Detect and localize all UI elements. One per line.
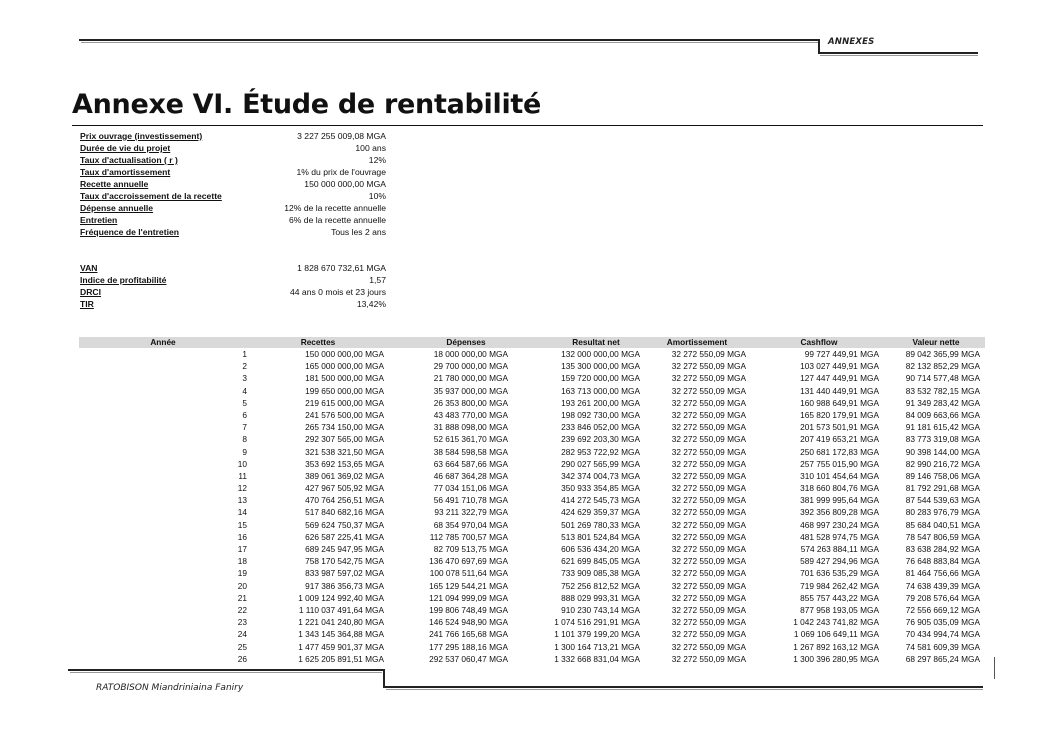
- table-cell: 26 353 800,00 MGA: [433, 397, 508, 408]
- indicator-value: 44 ans 0 mois et 23 jours: [289, 287, 386, 297]
- table-cell: 1 110 037 491,64 MGA: [298, 604, 384, 615]
- table-cell: 389 061 369,02 MGA: [305, 470, 384, 481]
- parameter-value: 12%: [368, 155, 386, 165]
- table-row: [79, 654, 985, 666]
- table-cell: 1 267 892 163,12 MGA: [793, 641, 879, 652]
- page-edge-mark: [994, 657, 995, 679]
- table-cell: 290 027 565,99 MGA: [561, 458, 640, 469]
- column-header: Année: [150, 337, 176, 347]
- page-title: Annexe VI. Étude de rentabilité: [72, 89, 542, 120]
- table-cell: 165 129 544,21 MGA: [429, 580, 508, 591]
- table-cell: 32 272 550,09 MGA: [671, 397, 746, 408]
- table-cell: 82 990 216,72 MGA: [905, 458, 980, 469]
- table-cell: 626 587 225,41 MGA: [305, 531, 384, 542]
- parameter-value: Tous les 2 ans: [331, 227, 386, 237]
- parameter-row: [80, 215, 390, 227]
- table-cell: 353 692 153,65 MGA: [305, 458, 384, 469]
- table-cell: 719 984 262,42 MGA: [800, 580, 879, 591]
- parameter-row: [80, 203, 390, 215]
- table-cell: 121 094 999,09 MGA: [429, 592, 508, 603]
- table-row: [79, 386, 985, 398]
- parameter-label: Taux d'accroissement de la recette: [80, 191, 222, 201]
- table-cell: 2: [242, 361, 247, 372]
- parameter-row: [80, 179, 390, 191]
- table-cell: 14: [237, 507, 247, 518]
- table-cell: 32 272 550,09 MGA: [671, 470, 746, 481]
- table-cell: 29 700 000,00 MGA: [433, 361, 508, 372]
- table-cell: 219 615 000,00 MGA: [305, 397, 384, 408]
- table-row: [79, 495, 985, 507]
- table-cell: 52 615 361,70 MGA: [433, 434, 508, 445]
- table-cell: 81 792 291,68 MGA: [905, 483, 980, 494]
- table-cell: 19: [237, 568, 247, 579]
- table-cell: 11: [238, 470, 247, 481]
- table-cell: 32 272 550,09 MGA: [671, 422, 746, 433]
- table-cell: 56 491 710,78 MGA: [433, 495, 508, 506]
- column-header: Resultat net: [572, 337, 620, 347]
- header-rule-right-shadow: [820, 55, 978, 56]
- table-cell: 606 536 434,20 MGA: [561, 544, 640, 554]
- table-cell: 22: [237, 604, 247, 615]
- table-cell: 81 464 756,66 MGA: [905, 568, 980, 579]
- table-cell: 146 524 948,90 MGA: [429, 617, 508, 628]
- table-cell: 513 801 524,84 MGA: [561, 531, 640, 542]
- table-cell: 1 300 164 713,21 MGA: [554, 641, 640, 652]
- table-cell: 321 538 321,50 MGA: [305, 446, 384, 457]
- table-cell: 32 272 550,09 MGA: [671, 373, 746, 384]
- table-row: [79, 447, 985, 459]
- table-cell: 46 687 364,28 MGA: [433, 470, 508, 481]
- parameter-label: Taux d'amortissement: [80, 167, 171, 177]
- table-cell: 43 483 770,00 MGA: [433, 409, 508, 420]
- indicator-label: Indice de profitabilité: [80, 275, 167, 285]
- table-row: [79, 471, 985, 483]
- table-cell: 82 132 852,29 MGA: [905, 361, 980, 372]
- parameter-value: 100 ans: [355, 143, 386, 153]
- table-cell: 32 272 550,09 MGA: [671, 641, 746, 652]
- table-cell: 733 909 085,38 MGA: [561, 568, 640, 579]
- header-rule: [79, 39, 819, 41]
- parameter-row: [80, 155, 390, 167]
- table-cell: 32 272 550,09 MGA: [671, 519, 746, 530]
- title-underline: [72, 125, 983, 126]
- table-row: [79, 349, 985, 361]
- table-cell: 1: [242, 349, 247, 359]
- table-cell: 207 419 653,21 MGA: [800, 434, 879, 445]
- parameter-row: [80, 191, 390, 203]
- table-row: [79, 568, 985, 580]
- table-cell: 282 953 722,92 MGA: [561, 446, 640, 457]
- table-cell: 18: [237, 556, 247, 567]
- table-cell: 35 937 000,00 MGA: [433, 385, 508, 396]
- table-cell: 16: [237, 531, 247, 542]
- parameter-label: Taux d'actualisation ( r ): [80, 155, 178, 165]
- table-cell: 877 958 193,05 MGA: [800, 604, 879, 615]
- table-cell: 82 709 513,75 MGA: [433, 544, 508, 554]
- table-cell: 193 261 200,00 MGA: [561, 397, 640, 408]
- table-cell: 574 263 884,11 MGA: [800, 544, 879, 554]
- table-cell: 90 398 144,00 MGA: [905, 446, 980, 457]
- table-cell: 136 470 697,69 MGA: [429, 556, 508, 567]
- table-cell: 12: [237, 483, 247, 494]
- parameter-label: Fréquence de l'entretien: [80, 227, 179, 237]
- table-cell: 233 846 052,00 MGA: [561, 422, 640, 433]
- table-cell: 910 230 743,14 MGA: [561, 604, 640, 615]
- table-cell: 32 272 550,09 MGA: [671, 544, 746, 554]
- table-cell: 517 840 682,16 MGA: [305, 507, 384, 518]
- table-cell: 135 300 000,00 MGA: [561, 361, 640, 372]
- table-cell: 9: [242, 446, 247, 457]
- table-cell: 24: [237, 629, 247, 640]
- column-header: Dépenses: [446, 337, 486, 347]
- parameter-label: Recette annuelle: [80, 179, 149, 189]
- parameter-row: [80, 131, 390, 143]
- parameter-value: 10%: [368, 191, 386, 201]
- table-cell: 257 755 015,90 MGA: [800, 458, 879, 469]
- table-cell: 32 272 550,09 MGA: [671, 531, 746, 542]
- table-row: [79, 483, 985, 495]
- table-cell: 6: [242, 409, 247, 420]
- table-cell: 17: [237, 544, 247, 554]
- table-cell: 310 101 454,64 MGA: [800, 470, 879, 481]
- table-cell: 70 434 994,74 MGA: [905, 629, 980, 640]
- table-cell: 165 820 179,91 MGA: [800, 409, 879, 420]
- table-cell: 74 638 439,39 MGA: [905, 580, 980, 591]
- table-cell: 83 773 319,08 MGA: [905, 434, 980, 445]
- table-cell: 112 785 700,57 MGA: [429, 531, 508, 542]
- table-cell: 32 272 550,09 MGA: [671, 458, 746, 469]
- table-row: [79, 434, 985, 446]
- table-cell: 159 720 000,00 MGA: [561, 373, 640, 384]
- table-cell: 1 332 668 831,04 MGA: [554, 653, 640, 664]
- table-cell: 5: [242, 397, 247, 408]
- table-cell: 1 101 379 199,20 MGA: [554, 629, 640, 640]
- table-cell: 18 000 000,00 MGA: [433, 349, 508, 359]
- column-header: Cashflow: [800, 337, 838, 347]
- indicator-row: [80, 287, 390, 299]
- table-cell: 239 692 203,30 MGA: [561, 434, 640, 445]
- table-cell: 91 349 283,42 MGA: [905, 397, 980, 408]
- table-cell: 199 806 748,49 MGA: [429, 604, 508, 615]
- table-cell: 79 208 576,64 MGA: [905, 592, 980, 603]
- table-cell: 38 584 598,58 MGA: [433, 446, 508, 457]
- table-cell: 32 272 550,09 MGA: [671, 604, 746, 615]
- column-header: Valeur nette: [912, 337, 960, 347]
- table-cell: 292 307 565,00 MGA: [305, 434, 384, 445]
- table-cell: 163 713 000,00 MGA: [561, 385, 640, 396]
- footer-rule-left-shadow: [70, 672, 382, 673]
- table-cell: 1 042 243 741,82 MGA: [793, 617, 879, 628]
- table-row: [79, 556, 985, 568]
- table-cell: 68 354 970,04 MGA: [433, 519, 508, 530]
- table-cell: 855 757 443,22 MGA: [800, 592, 879, 603]
- table-cell: 32 272 550,09 MGA: [671, 434, 746, 445]
- parameter-value: 150 000 000,00 MGA: [304, 179, 386, 189]
- table-row: [79, 520, 985, 532]
- table-cell: 131 440 449,91 MGA: [800, 385, 879, 396]
- table-row: [79, 361, 985, 373]
- table-cell: 127 447 449,91 MGA: [800, 373, 879, 384]
- header-rule-step: [818, 39, 820, 52]
- table-cell: 13: [237, 495, 247, 506]
- table-cell: 132 000 000,00 MGA: [561, 349, 640, 359]
- footer-author: RATOBISON Miandriniaina Faniry: [96, 683, 244, 693]
- table-cell: 32 272 550,09 MGA: [671, 629, 746, 640]
- table-cell: 1 625 205 891,51 MGA: [298, 653, 384, 664]
- table-cell: 1 069 106 649,11 MGA: [793, 629, 879, 640]
- footer-rule-left: [68, 669, 384, 671]
- table-row: [79, 605, 985, 617]
- table-row: [79, 532, 985, 544]
- table-cell: 68 297 865,24 MGA: [905, 653, 980, 664]
- parameter-row: [80, 167, 390, 179]
- parameter-label: Durée de vie du projet: [80, 143, 171, 153]
- table-cell: 31 888 098,00 MGA: [433, 422, 508, 433]
- parameter-value: 12% de la recette annuelle: [284, 203, 386, 213]
- table-cell: 1 221 041 240,80 MGA: [298, 617, 384, 628]
- table-cell: 470 764 256,51 MGA: [305, 495, 384, 506]
- indicator-value: 1 828 670 732,61 MGA: [297, 263, 386, 273]
- parameter-value: 6% de la recette annuelle: [289, 215, 386, 225]
- table-cell: 32 272 550,09 MGA: [671, 446, 746, 457]
- table-cell: 84 009 663,66 MGA: [905, 409, 980, 420]
- table-row: [79, 593, 985, 605]
- table-cell: 292 537 060,47 MGA: [429, 653, 508, 664]
- table-row: [79, 373, 985, 385]
- table-cell: 85 684 040,51 MGA: [905, 519, 980, 530]
- table-cell: 8: [242, 434, 247, 445]
- table-cell: 80 283 976,79 MGA: [905, 507, 980, 518]
- table-cell: 501 269 780,33 MGA: [561, 519, 640, 530]
- table-cell: 21: [237, 592, 247, 603]
- table-row: [79, 642, 985, 654]
- table-cell: 481 528 974,75 MGA: [800, 531, 879, 542]
- table-cell: 752 256 812,52 MGA: [561, 580, 640, 591]
- table-cell: 165 000 000,00 MGA: [305, 361, 384, 372]
- table-cell: 424 629 359,37 MGA: [561, 507, 640, 518]
- table-cell: 265 734 150,00 MGA: [305, 422, 384, 433]
- table-cell: 32 272 550,09 MGA: [671, 617, 746, 628]
- table-cell: 100 078 511,64 MGA: [429, 568, 508, 579]
- table-cell: 15: [237, 519, 247, 530]
- table-cell: 87 544 539,63 MGA: [905, 495, 980, 506]
- parameter-row: [80, 143, 390, 155]
- table-cell: 89 146 758,06 MGA: [905, 470, 980, 481]
- table-cell: 241 576 500,00 MGA: [305, 409, 384, 420]
- table-cell: 569 624 750,37 MGA: [305, 519, 384, 530]
- table-cell: 74 581 609,39 MGA: [905, 641, 980, 652]
- parameter-label: Dépense annuelle: [80, 203, 154, 213]
- table-cell: 414 272 545,73 MGA: [561, 495, 640, 506]
- table-cell: 392 356 809,28 MGA: [800, 507, 879, 518]
- table-cell: 342 374 004,73 MGA: [561, 470, 640, 481]
- table-row: [79, 422, 985, 434]
- table-cell: 160 988 649,91 MGA: [800, 397, 879, 408]
- table-row: [79, 507, 985, 519]
- table-cell: 701 636 535,29 MGA: [800, 568, 879, 579]
- table-cell: 83 638 284,92 MGA: [905, 544, 980, 554]
- table-cell: 3: [242, 373, 247, 384]
- table-cell: 20: [237, 580, 247, 591]
- table-cell: 32 272 550,09 MGA: [671, 592, 746, 603]
- table-cell: 77 034 151,06 MGA: [433, 483, 508, 494]
- footer-rule-step: [383, 669, 385, 687]
- column-header: Recettes: [300, 337, 336, 347]
- table-cell: 32 272 550,09 MGA: [671, 349, 746, 359]
- parameter-value: 3 227 255 009,08 MGA: [297, 131, 386, 141]
- parameter-row: [80, 227, 390, 239]
- footer-rule-right: [383, 686, 983, 688]
- table-cell: 7: [242, 422, 247, 433]
- table-cell: 1 343 145 364,88 MGA: [298, 629, 384, 640]
- parameter-value: 1% du prix de l'ouvrage: [296, 167, 386, 177]
- indicator-value: 1,57: [369, 275, 386, 285]
- table-cell: 198 092 730,00 MGA: [561, 409, 640, 420]
- table-cell: 32 272 550,09 MGA: [671, 495, 746, 506]
- parameter-label: Prix ouvrage (investissement): [80, 131, 203, 141]
- table-cell: 589 427 294,96 MGA: [800, 556, 879, 567]
- indicator-row: [80, 275, 390, 287]
- table-row: [79, 410, 985, 422]
- indicator-row: [80, 263, 390, 275]
- table-cell: 381 999 995,64 MGA: [800, 495, 879, 506]
- table-cell: 78 547 806,59 MGA: [905, 531, 980, 542]
- table-cell: 76 905 035,09 MGA: [905, 617, 980, 628]
- table-cell: 250 681 172,83 MGA: [800, 446, 879, 457]
- table-cell: 83 532 782,15 MGA: [905, 385, 980, 396]
- parameter-label: Entretien: [80, 215, 118, 225]
- table-cell: 427 967 505,92 MGA: [305, 483, 384, 494]
- table-cell: 91 181 615,42 MGA: [905, 422, 980, 433]
- table-cell: 199 650 000,00 MGA: [305, 385, 384, 396]
- header-rule-shadow: [81, 42, 818, 43]
- table-cell: 32 272 550,09 MGA: [671, 507, 746, 518]
- table-cell: 90 714 577,48 MGA: [905, 373, 980, 384]
- header-section-label: ANNEXES: [828, 37, 875, 47]
- footer-rule-right-shadow: [386, 689, 983, 690]
- table-cell: 689 245 947,95 MGA: [305, 544, 384, 554]
- table-row: [79, 398, 985, 410]
- table-cell: 23: [237, 617, 247, 628]
- table-body: [79, 349, 985, 666]
- table-cell: 63 664 587,66 MGA: [433, 458, 508, 469]
- column-header: Amortissement: [666, 337, 728, 347]
- table-cell: 103 027 449,91 MGA: [800, 361, 879, 372]
- table-cell: 76 648 883,84 MGA: [905, 556, 980, 567]
- table-cell: 917 386 356,73 MGA: [305, 580, 384, 591]
- table-row: [79, 459, 985, 471]
- table-cell: 32 272 550,09 MGA: [671, 580, 746, 591]
- table-cell: 888 029 993,31 MGA: [561, 592, 640, 603]
- table-cell: 4: [242, 385, 247, 396]
- table-cell: 21 780 000,00 MGA: [433, 373, 508, 384]
- table-cell: 241 766 165,68 MGA: [429, 629, 508, 640]
- header-rule-right: [818, 52, 978, 54]
- table-cell: 72 556 669,12 MGA: [905, 604, 980, 615]
- indicator-label: TIR: [80, 299, 94, 309]
- table-cell: 468 997 230,24 MGA: [800, 519, 879, 530]
- table-cell: 621 699 845,05 MGA: [561, 556, 640, 567]
- table-cell: 89 042 365,99 MGA: [905, 349, 980, 359]
- indicator-label: DRCI: [80, 287, 102, 297]
- table-cell: 25: [237, 641, 247, 652]
- table-cell: 758 170 542,75 MGA: [305, 556, 384, 567]
- table-cell: 32 272 550,09 MGA: [671, 361, 746, 372]
- table-cell: 10: [237, 458, 247, 469]
- indicator-row: [80, 299, 390, 311]
- table-cell: 32 272 550,09 MGA: [671, 556, 746, 567]
- table-cell: 99 727 449,91 MGA: [804, 349, 879, 359]
- table-cell: 177 295 188,16 MGA: [429, 641, 508, 652]
- table-row: [79, 629, 985, 641]
- table-cell: 833 987 597,02 MGA: [305, 568, 384, 579]
- table-cell: 1 074 516 291,91 MGA: [554, 617, 640, 628]
- table-cell: 32 272 550,09 MGA: [671, 409, 746, 420]
- table-cell: 181 500 000,00 MGA: [305, 373, 384, 384]
- table-cell: 1 009 124 992,40 MGA: [298, 592, 384, 603]
- table-row: [79, 544, 985, 556]
- table-cell: 32 272 550,09 MGA: [671, 483, 746, 494]
- table-cell: 93 211 322,79 MGA: [434, 507, 508, 518]
- table-header: [79, 337, 985, 348]
- table-cell: 150 000 000,00 MGA: [305, 349, 384, 359]
- table-cell: 350 933 354,85 MGA: [561, 483, 640, 494]
- table-cell: 32 272 550,09 MGA: [671, 385, 746, 396]
- table-cell: 1 477 459 901,37 MGA: [298, 641, 384, 652]
- table-cell: 32 272 550,09 MGA: [671, 653, 746, 664]
- indicator-label: VAN: [80, 263, 98, 273]
- table-row: [79, 617, 985, 629]
- table-cell: 26: [237, 653, 247, 664]
- table-cell: 318 660 804,76 MGA: [800, 483, 879, 494]
- table-cell: 32 272 550,09 MGA: [671, 568, 746, 579]
- indicator-value: 13,42%: [356, 299, 386, 309]
- table-cell: 201 573 501,91 MGA: [800, 422, 879, 433]
- table-row: [79, 581, 985, 593]
- table-cell: 1 300 396 280,95 MGA: [793, 653, 879, 664]
